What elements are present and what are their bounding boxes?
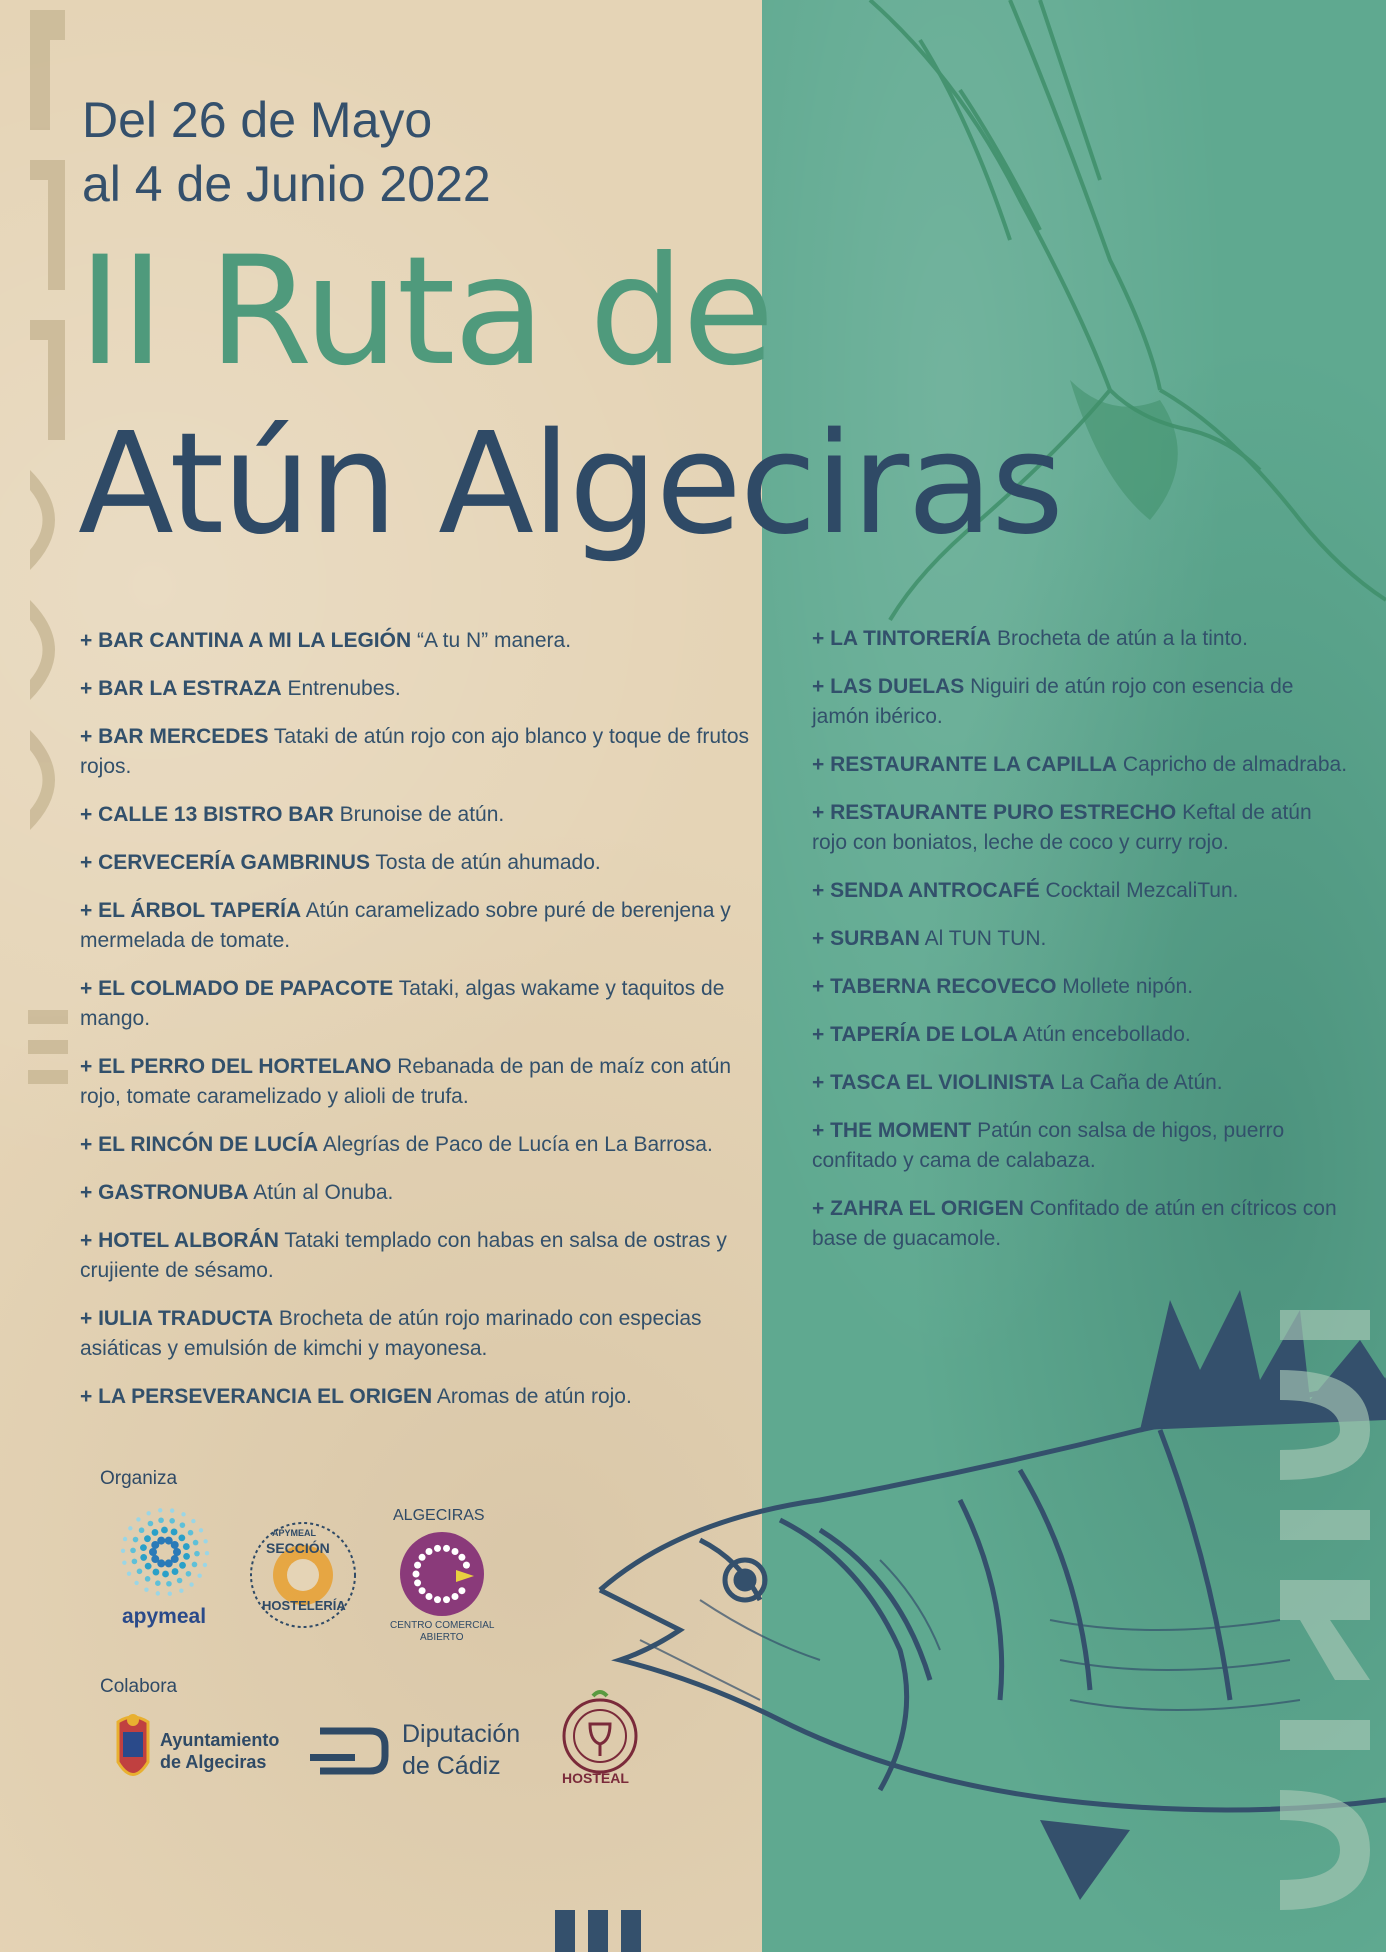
apymeal-dot xyxy=(158,1508,162,1512)
apymeal-dot xyxy=(149,1548,157,1556)
apymeal-dot xyxy=(157,1537,165,1545)
seccion-mid-text: SECCIÓN xyxy=(266,1540,330,1556)
apymeal-dot xyxy=(139,1527,145,1533)
restaurant-name: + EL RINCÓN DE LUCÍA xyxy=(80,1133,319,1156)
apymeal-dot xyxy=(145,1563,152,1570)
apymeal-dot xyxy=(152,1529,159,1536)
apymeal-dot xyxy=(140,1544,147,1551)
dish-description: “A tu N” manera. xyxy=(411,629,572,652)
restaurant-item xyxy=(80,1130,750,1160)
centro-comercial-logo-icon xyxy=(398,1530,486,1618)
cca-dot xyxy=(458,1554,465,1561)
cca-dot xyxy=(426,1593,433,1600)
apymeal-dot xyxy=(127,1571,131,1575)
apymeal-dot xyxy=(144,1535,151,1542)
restaurant-item xyxy=(80,674,750,704)
restaurant-item xyxy=(812,1068,1352,1098)
apymeal-dot xyxy=(134,1581,138,1585)
apymeal-dot xyxy=(177,1578,183,1584)
apymeal-logo-icon xyxy=(110,1505,220,1600)
apymeal-dot xyxy=(189,1582,193,1586)
restaurant-name: + EL ÁRBOL TAPERÍA xyxy=(80,899,302,922)
restaurant-item xyxy=(80,974,750,1034)
cca-dot xyxy=(463,1562,470,1569)
restaurant-list-left xyxy=(80,626,750,1430)
apymeal-dot xyxy=(193,1540,199,1546)
restaurant-name: + RESTAURANTE PURO ESTRECHO xyxy=(812,801,1177,824)
apymeal-dot xyxy=(173,1548,181,1556)
restaurant-item xyxy=(80,800,750,830)
colabora-label: Colabora xyxy=(100,1676,178,1697)
cca-dot xyxy=(452,1548,459,1555)
apymeal-dot xyxy=(137,1568,143,1574)
cca-line-1: CENTRO COMERCIAL xyxy=(390,1620,495,1631)
dish-description: Mollete nipón. xyxy=(1056,975,1194,998)
restaurant-item xyxy=(812,1194,1352,1254)
apymeal-dot xyxy=(171,1529,178,1536)
dish-description: Brocheta de atún rojo marinado con especias asiáticas y emulsión de kimchi y mayonesa. xyxy=(80,1307,702,1360)
apymeal-dot xyxy=(197,1574,201,1578)
restaurant-item xyxy=(812,972,1352,1002)
dish-description: Atún al Onuba. xyxy=(248,1181,394,1204)
apymeal-dot xyxy=(166,1581,172,1587)
apymeal-dot xyxy=(121,1549,125,1553)
restaurant-item xyxy=(812,750,1352,780)
restaurant-item xyxy=(812,876,1352,906)
apymeal-dot xyxy=(130,1548,136,1554)
restaurant-name: + BAR LA ESTRAZA xyxy=(80,677,282,700)
apymeal-dot xyxy=(205,1551,209,1555)
restaurant-item xyxy=(812,672,1352,732)
restaurant-item xyxy=(812,798,1352,858)
apymeal-dot xyxy=(156,1591,160,1595)
restaurant-name: + LA TINTORERÍA xyxy=(812,627,992,650)
dish-description: Aromas de atún rojo. xyxy=(432,1385,632,1408)
dish-description: Patún con salsa de higos, puerro confitado y cama de calabaza. xyxy=(812,1119,1285,1172)
dish-description: Brocheta de atún a la tinto. xyxy=(991,627,1248,650)
apymeal-dot xyxy=(161,1527,168,1534)
cca-dot xyxy=(434,1545,441,1552)
cca-dot xyxy=(414,1562,421,1569)
restaurant-name: + GASTRONUBA xyxy=(80,1181,249,1204)
restaurant-item xyxy=(80,626,750,656)
dish-description: Capricho de almadraba. xyxy=(1117,753,1348,776)
dish-description: Keftal de atún rojo con boniatos, leche de coco y curry rojo. xyxy=(812,801,1312,854)
apymeal-dot xyxy=(140,1554,147,1561)
apymeal-dot xyxy=(179,1588,183,1592)
cca-dot xyxy=(443,1596,450,1603)
apymeal-dot xyxy=(165,1559,173,1567)
restaurant-name: + TASCA EL VIOLINISTA xyxy=(812,1071,1055,1094)
apymeal-dot xyxy=(169,1518,175,1524)
apymeal-dot xyxy=(170,1508,174,1512)
restaurant-name: + CERVECERÍA GAMBRINUS xyxy=(80,851,370,874)
dish-description: Tosta de atún ahumado. xyxy=(369,851,601,874)
apymeal-logo-text: apymeal xyxy=(122,1605,207,1628)
cca-dot xyxy=(452,1593,459,1600)
ayuntamiento-line-2: de Algeciras xyxy=(160,1752,267,1772)
apymeal-dot xyxy=(168,1592,172,1596)
date-line-2: al 4 de Junio 2022 xyxy=(82,156,491,212)
restaurant-name: + TAPERÍA DE LOLA xyxy=(812,1023,1018,1046)
restaurant-name: + BAR MERCEDES xyxy=(80,725,269,748)
dish-description: Tataki templado con habas en salsa de ostras y crujiente de sésamo. xyxy=(80,1229,727,1282)
dish-description: Alegrías de Paco de Lucía en La Barrosa. xyxy=(318,1133,713,1156)
dish-description: Brunoise de atún. xyxy=(333,803,505,826)
dish-description: Confitado de atún en cítricos con base de guacamole. xyxy=(812,1197,1337,1250)
apymeal-dot xyxy=(188,1530,194,1536)
restaurant-name: + SENDA ANTROCAFÉ xyxy=(812,879,1040,902)
apymeal-dot xyxy=(183,1553,190,1560)
dish-description: Rebanada de pan de maíz con atún rojo, tomate caramelizado y alioli de trufa. xyxy=(80,1055,732,1108)
apymeal-dot xyxy=(158,1517,164,1523)
apymeal-dot xyxy=(181,1512,185,1516)
diputacion-logo-icon xyxy=(310,1726,390,1776)
restaurant-name: + ZAHRA EL ORIGEN xyxy=(812,1197,1024,1220)
apymeal-dot xyxy=(203,1539,207,1543)
hosteal-logo-text: HOSTEAL xyxy=(562,1770,629,1786)
restaurant-item xyxy=(80,1304,750,1364)
restaurant-name: + BAR CANTINA A MI LA LEGIÓN xyxy=(80,629,412,652)
cca-dot xyxy=(443,1545,450,1552)
apymeal-dot xyxy=(133,1537,139,1543)
apymeal-dot xyxy=(128,1526,132,1530)
apymeal-dot xyxy=(179,1562,186,1569)
apymeal-dot xyxy=(146,1511,150,1515)
restaurant-name: + SURBAN xyxy=(812,927,920,950)
restaurant-name: + TABERNA RECOVECO xyxy=(812,975,1057,998)
apymeal-dot xyxy=(123,1537,127,1541)
restaurant-item xyxy=(812,924,1352,954)
date-line-1: Del 26 de Mayo xyxy=(82,92,433,148)
dish-description: Tataki, algas wakame y taquitos de mango. xyxy=(80,977,725,1030)
algeciras-label: ALGECIRAS xyxy=(393,1507,485,1524)
apymeal-dot xyxy=(183,1543,190,1550)
title-line-1: II Ruta de xyxy=(78,225,773,399)
restaurant-name: + LAS DUELAS xyxy=(812,675,965,698)
restaurant-name: + EL PERRO DEL HORTELANO xyxy=(80,1055,392,1078)
diputacion-line-1: Diputación xyxy=(402,1720,521,1748)
restaurant-name: + HOTEL ALBORÁN xyxy=(80,1229,279,1252)
ayuntamiento-line-1: Ayuntamiento xyxy=(160,1730,280,1750)
restaurant-item xyxy=(80,1382,750,1412)
event-dates xyxy=(82,88,491,216)
dish-description: Entrenubes. xyxy=(281,677,401,700)
title-line-2: Atún Algeciras xyxy=(78,403,1062,566)
restaurant-item xyxy=(80,848,750,878)
dish-description: Niguiri de atún rojo con esencia de jamón ibérico. xyxy=(812,675,1294,728)
cca-dot xyxy=(414,1579,421,1586)
apymeal-dot xyxy=(203,1563,207,1567)
restaurant-item xyxy=(80,1052,750,1112)
apymeal-dot xyxy=(155,1580,161,1586)
apymeal-dot xyxy=(136,1517,140,1521)
diputacion-line-2: de Cádiz xyxy=(402,1752,501,1780)
apymeal-dot xyxy=(151,1555,159,1563)
cca-dot xyxy=(413,1571,420,1578)
cca-dot xyxy=(434,1596,441,1603)
restaurant-item xyxy=(812,624,1352,654)
apymeal-dot xyxy=(178,1534,185,1541)
restaurant-name: + LA PERSEVERANCIA EL ORIGEN xyxy=(80,1385,433,1408)
cca-line-2: ABIERTO xyxy=(420,1632,464,1643)
apymeal-dot xyxy=(192,1562,198,1568)
apymeal-dot xyxy=(199,1528,203,1532)
vertical-text-decoration-right xyxy=(1220,1290,1386,1952)
dish-description: Atún caramelizado sobre puré de berenjena y mermelada de tomate. xyxy=(80,899,731,952)
organiza-label: Organiza xyxy=(100,1468,178,1489)
apymeal-dot xyxy=(144,1587,148,1591)
dish-description: Tataki de atún rojo con ajo blanco y toque de frutos rojos. xyxy=(80,725,750,778)
apymeal-dot xyxy=(180,1522,186,1528)
restaurant-item xyxy=(80,1178,750,1208)
apymeal-dot xyxy=(145,1576,151,1582)
cca-dot xyxy=(426,1548,433,1555)
apymeal-dot xyxy=(148,1521,154,1527)
edition-mark-icon xyxy=(555,1910,641,1952)
restaurant-item xyxy=(812,1020,1352,1050)
restaurant-list-right xyxy=(812,624,1352,1272)
seccion-top-text: APYMEAL xyxy=(272,1528,317,1538)
cca-dot xyxy=(419,1587,426,1594)
restaurant-name: + EL COLMADO DE PAPACOTE xyxy=(80,977,394,1000)
apymeal-dot xyxy=(122,1560,126,1564)
apymeal-dot xyxy=(194,1551,200,1557)
seccion-bottom-text: HOSTELERÍA xyxy=(262,1598,346,1613)
restaurant-name: + CALLE 13 BISTRO BAR xyxy=(80,803,334,826)
restaurant-item xyxy=(80,896,750,956)
restaurant-item xyxy=(80,1226,750,1286)
restaurant-name: + IULIA TRADUCTA xyxy=(80,1307,274,1330)
apymeal-dot xyxy=(172,1568,179,1575)
ayuntamiento-shield-icon xyxy=(108,1712,158,1788)
apymeal-dot xyxy=(191,1519,195,1523)
dish-description: Cocktail MezcaliTun. xyxy=(1039,879,1239,902)
cca-dot xyxy=(419,1554,426,1561)
restaurant-item xyxy=(80,722,750,782)
cca-dot xyxy=(458,1587,465,1594)
apymeal-dot xyxy=(132,1559,138,1565)
apymeal-dot xyxy=(171,1541,179,1549)
hosteal-logo-icon xyxy=(555,1686,645,1776)
dish-description: Atún encebollado. xyxy=(1017,1023,1191,1046)
apymeal-dot xyxy=(186,1571,192,1577)
apymeal-dot xyxy=(153,1569,160,1576)
restaurant-name: + RESTAURANTE LA CAPILLA xyxy=(812,753,1118,776)
dish-description: Al TUN TUN. xyxy=(919,927,1047,950)
restaurant-item xyxy=(812,1116,1352,1176)
apymeal-dot xyxy=(162,1571,169,1578)
dish-description: La Caña de Atún. xyxy=(1054,1071,1223,1094)
restaurant-name: + THE MOMENT xyxy=(812,1119,972,1142)
